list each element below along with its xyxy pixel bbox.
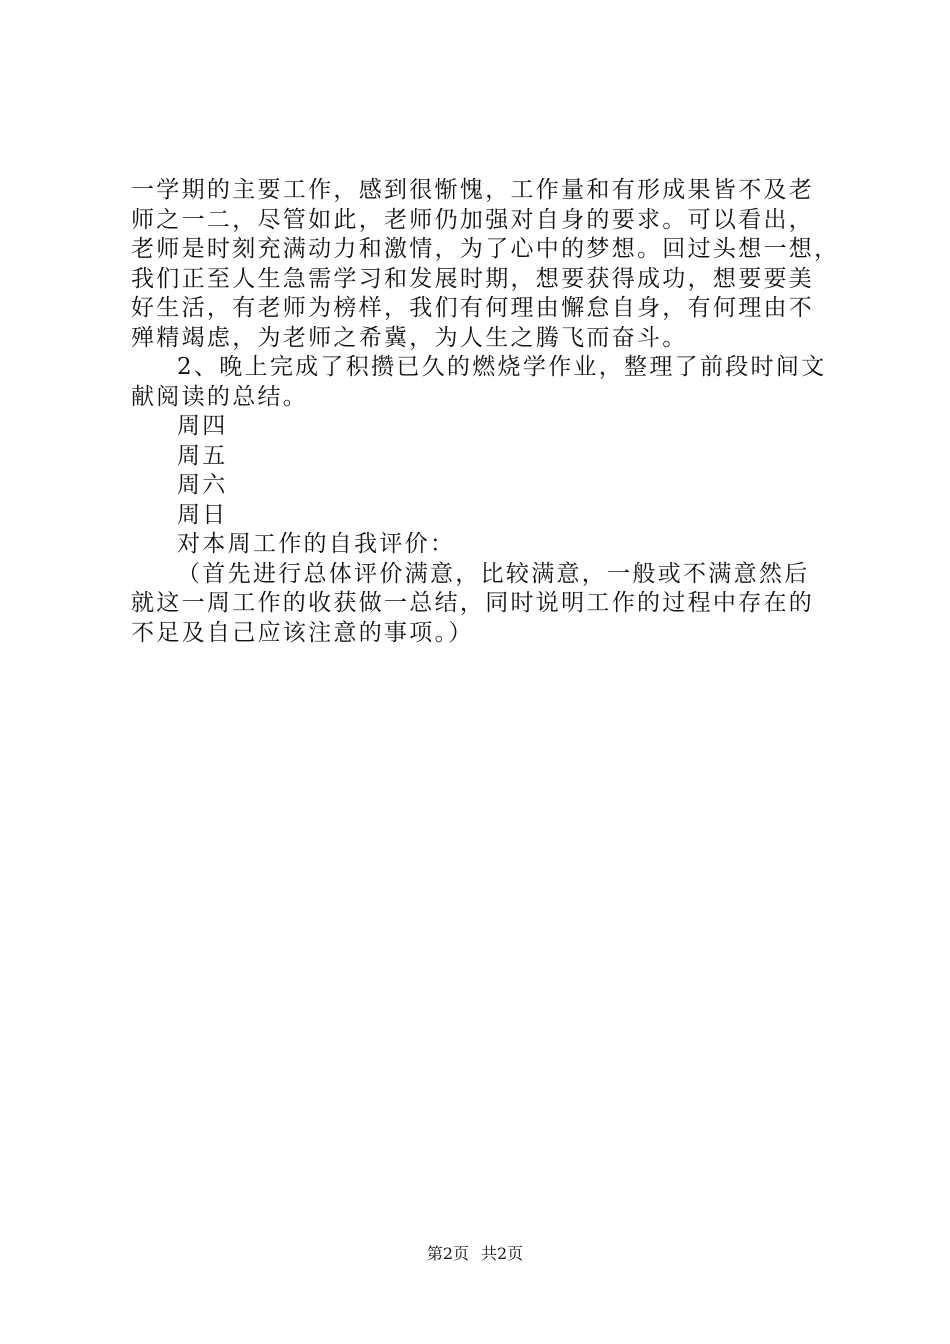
document-body: [131, 176, 840, 648]
page-number: 第2页: [426, 1244, 469, 1263]
self-evaluation-heading: 对本周工作的自我评价：: [177, 531, 456, 557]
day-heading-sunday: 周日: [177, 501, 228, 528]
body-line: 就这一周工作的收获做一总结，同时说明工作的过程中存在的: [131, 590, 815, 616]
page-footer: [0, 1244, 950, 1264]
body-line: 2、晚上完成了积攒已久的燃烧学作业，整理了前段时间文: [177, 354, 827, 380]
day-heading-thursday: 周四: [177, 413, 228, 439]
body-line: 殚精竭虑，为老师之希冀，为人生之腾飞而奋斗。: [131, 324, 688, 351]
body-line: （首先进行总体评价满意，比较满意，一般或不满意然后: [177, 560, 810, 587]
body-line: 好生活，有老师为榜样，我们有何理由懈怠自身，有何理由不: [131, 295, 815, 321]
day-heading-saturday: 周六: [177, 472, 228, 498]
body-line: 献阅读的总结。: [131, 383, 309, 410]
body-line: 我们正至人生急需学习和发展时期，想要获得成功，想要要美: [131, 265, 815, 292]
body-line: 不足及自己应该注意的事项。）: [131, 619, 474, 646]
page-total: 共2页: [481, 1244, 524, 1263]
day-heading-friday: 周五: [177, 442, 228, 469]
body-line: 老师是时刻充满动力和激情，为了心中的梦想。回过头想一想，: [131, 236, 840, 262]
body-line: 一学期的主要工作，感到很惭愧，工作量和有形成果皆不及老: [131, 177, 815, 203]
body-line: 师之一二，尽管如此，老师仍加强对自身的要求。可以看出，: [131, 206, 815, 233]
